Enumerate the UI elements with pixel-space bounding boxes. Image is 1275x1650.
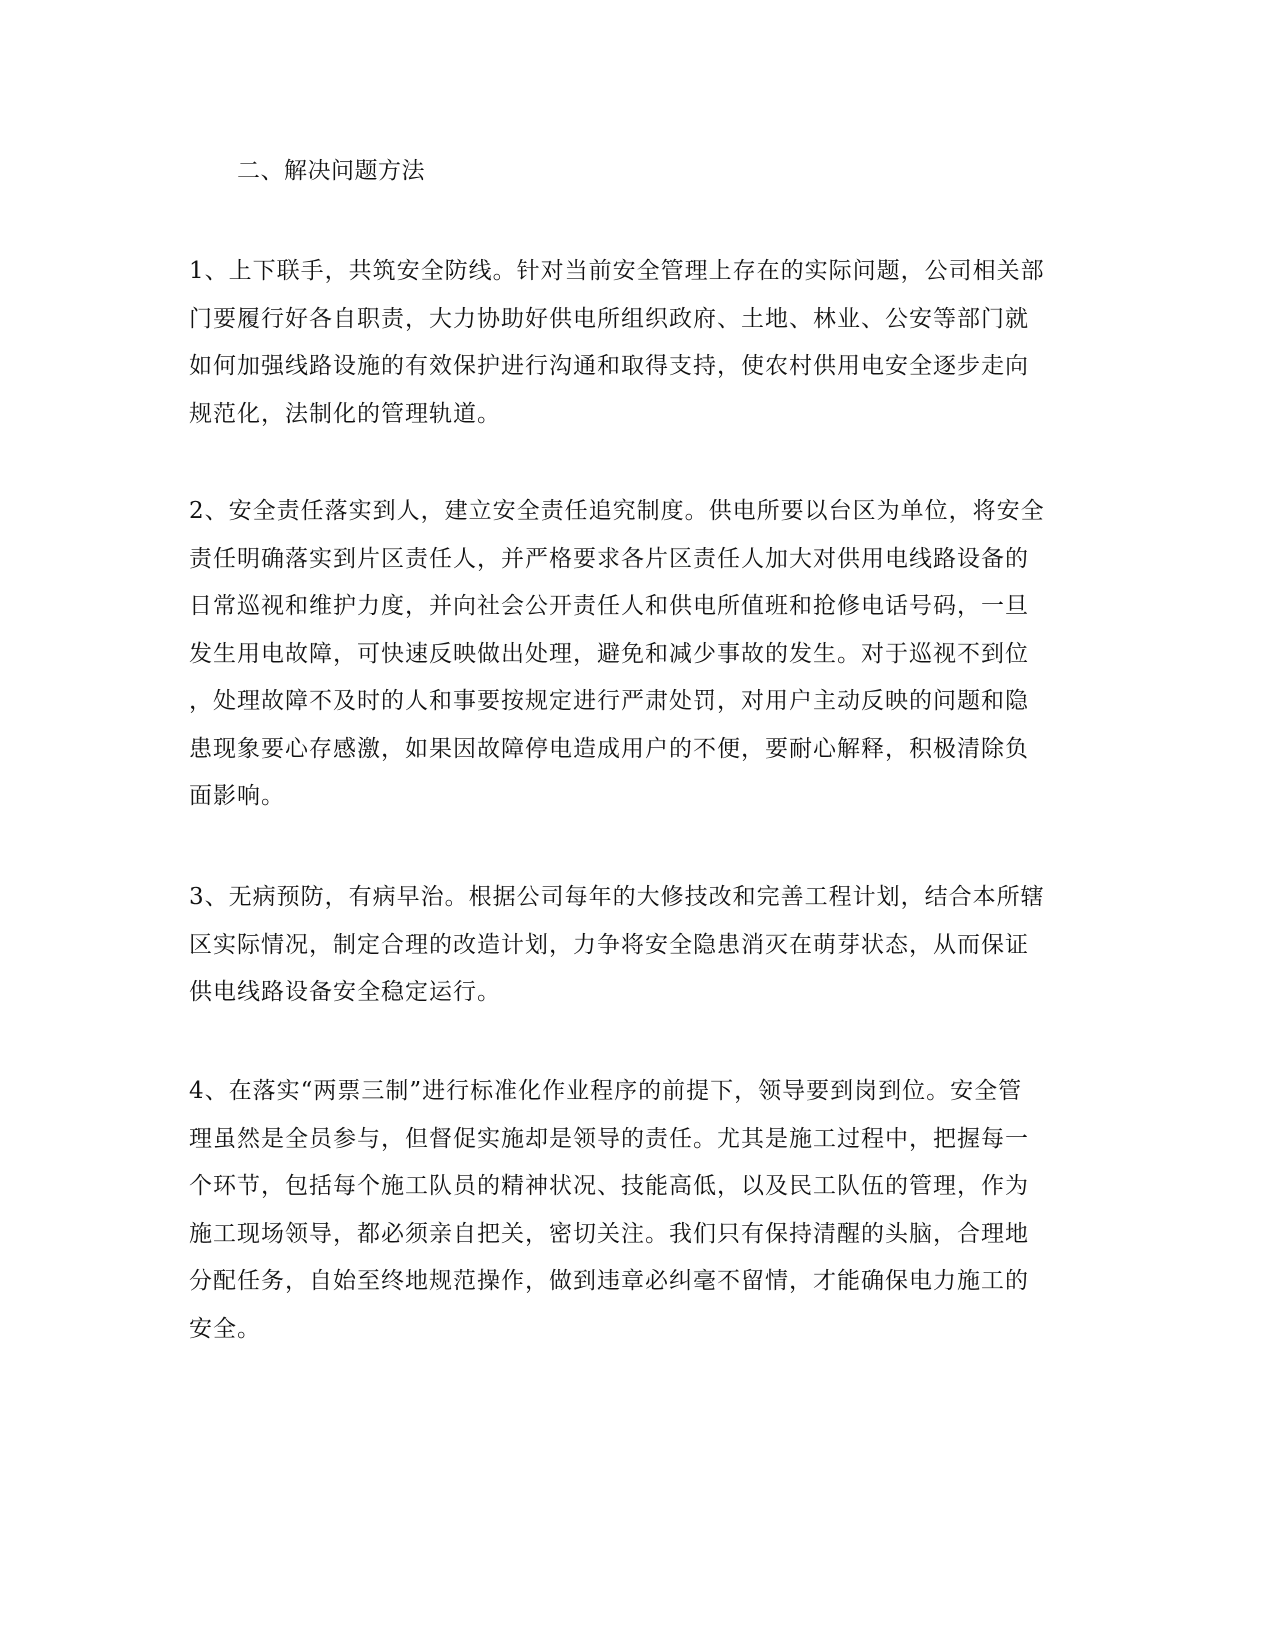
- paragraph-line: 安全。: [189, 1315, 261, 1342]
- paragraph-line: 日常巡视和维护力度，并向社会公开责任人和供电所值班和抢修电话号码，一旦: [189, 593, 1029, 619]
- paragraph-line: 个环节，包括每个施工队员的精神状况、技能高低，以及民工队伍的管理，作为: [189, 1173, 1029, 1199]
- paragraph-line: 施工现场领导，都必须亲自把关，密切关注。我们只有保持清醒的头脑，合理地: [189, 1220, 1029, 1247]
- paragraph-line: 患现象要心存感激，如果因故障停电造成用户的不便，要耐心解释，积极清除负: [189, 735, 1029, 762]
- paragraph-2: [189, 488, 1074, 821]
- paragraph-line: 门要履行好各自职责，大力协助好供电所组织政府、土地、林业、公安等部门就: [189, 305, 1029, 332]
- paragraph-line: 理虽然是全员参与，但督促实施却是领导的责任。尤其是施工过程中，把握每一: [189, 1125, 1029, 1152]
- paragraph-line: 1、上下联手，共筑安全防线。针对当前安全管理上存在的实际问题，公司相关部: [189, 258, 1045, 284]
- paragraph-4: [189, 1068, 1074, 1353]
- paragraph-line: 发生用电故障，可快速反映做出处理，避免和减少事故的发生。对于巡视不到位: [189, 640, 1029, 667]
- paragraph-line: 4、在落实“两票三制”进行标准化作业程序的前提下，领导要到岗到位。安全管: [189, 1078, 1023, 1104]
- section-heading: 二、解决问题方法: [237, 158, 425, 184]
- paragraph-line: 如何加强线路设施的有效保护进行沟通和取得支持，使农村供用电安全逐步走向: [189, 353, 1029, 379]
- paragraph-line: 责任明确落实到片区责任人，并严格要求各片区责任人加大对供用电线路设备的: [189, 545, 1029, 572]
- paragraph-3: [189, 874, 1074, 1017]
- paragraph-line: 2、安全责任落实到人，建立安全责任追究制度。供电所要以台区为单位，将安全: [189, 498, 1045, 524]
- paragraph-line: 3、无病预防，有病早治。根据公司每年的大修技改和完善工程计划，结合本所辖: [189, 884, 1045, 910]
- paragraph-line: 分配任务，自始至终地规范操作，做到违章必纠毫不留情，才能确保电力施工的: [189, 1268, 1029, 1294]
- paragraph-line: 供电线路设备安全稳定运行。: [189, 979, 501, 1005]
- paragraph-1: [189, 248, 1074, 438]
- paragraph-line: 区实际情况，制定合理的改造计划，力争将安全隐患消灭在萌芽状态，从而保证: [189, 931, 1029, 958]
- paragraph-line: ，处理故障不及时的人和事要按规定进行严肃处罚，对用户主动反映的问题和隐: [189, 688, 1029, 714]
- paragraph-line: 规范化，法制化的管理轨道。: [189, 400, 501, 427]
- paragraph-line: 面影响。: [189, 783, 285, 809]
